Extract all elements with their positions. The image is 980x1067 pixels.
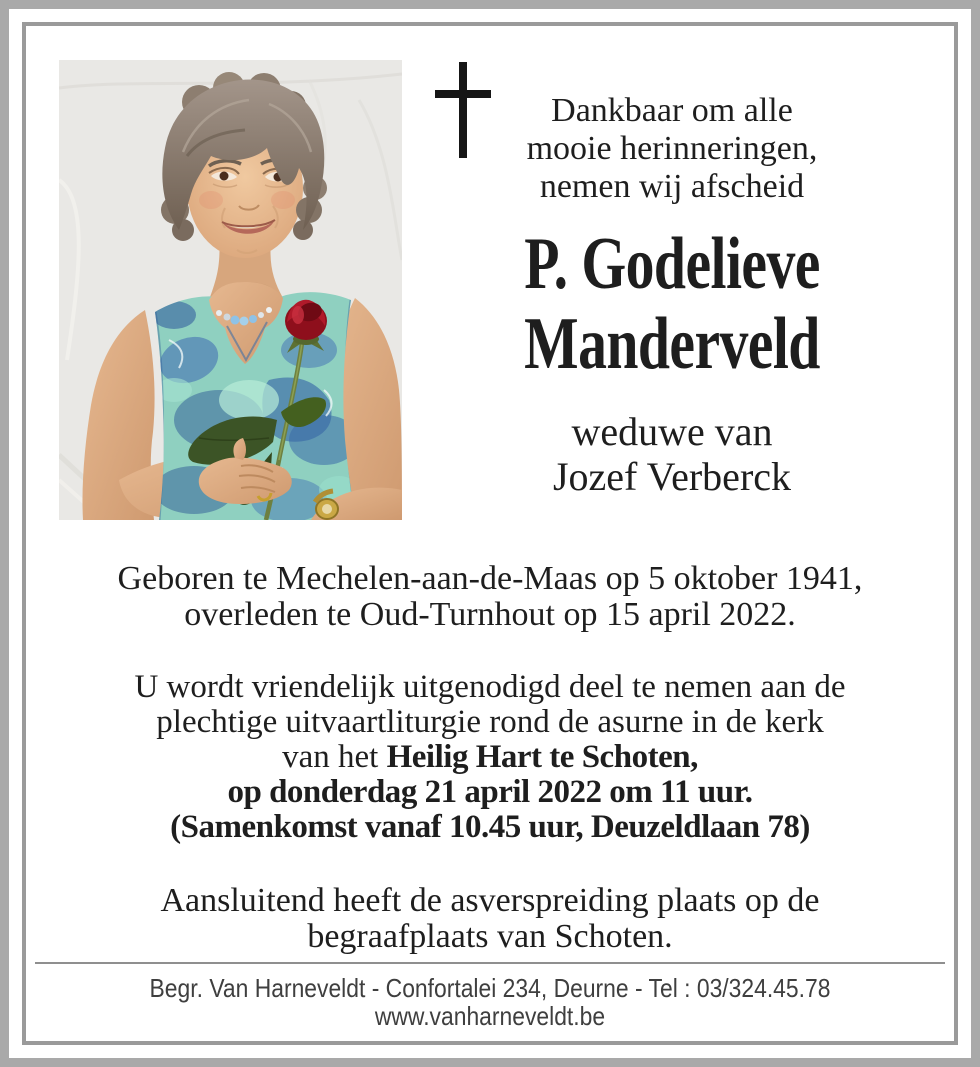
ceremony-date-line: op donderdag 21 april 2022 om 11 uur. (227, 774, 753, 810)
intro-line: nemen wij afscheid (539, 168, 805, 205)
spouse-name: Jozef Verberck (552, 454, 792, 499)
invitation-line: U wordt vriendelijk uitgenodigd deel te nemen aan de (134, 669, 846, 705)
birth-line: Geboren te Mechelen-aan-de-Maas op 5 oktober 1941, (117, 560, 863, 597)
relation-line: weduwe van (571, 409, 773, 454)
invitation-line: plechtige uitvaartliturgie rond de asurne in de kerk (156, 704, 824, 740)
church-name: Heilig Hart te Schoten, (386, 739, 698, 775)
inner-frame (22, 22, 958, 1045)
deceased-first-name: P. Godelieve (524, 223, 820, 305)
intro-text (392, 92, 952, 206)
portrait-photo-art (59, 60, 402, 520)
death-line: overleden te Oud-Turnhout op 15 april 2022. (184, 596, 796, 633)
invitation-text (26, 670, 954, 845)
footer-separator (35, 962, 945, 964)
funeral-home-website: www.vanharneveldt.be (374, 1001, 606, 1031)
closing-line: begraafplaats van Schoten. (307, 918, 673, 955)
funeral-home-contact: Begr. Van Harneveldt - Confortalei 234, Deurne - Tel : 03/324.45.78 (149, 973, 831, 1003)
relation-text (392, 409, 952, 499)
gathering-info-line: (Samenkomst vanaf 10.45 uur, Deuzeldlaan 78) (170, 809, 810, 845)
invitation-line (26, 740, 954, 775)
deceased-name (454, 224, 891, 384)
announcement-header (392, 26, 952, 546)
invitation-line-prefix: van het (282, 739, 387, 775)
closing-line: Aansluitend heeft de asverspreiding plaats op de (160, 882, 820, 919)
birth-death-text (26, 561, 954, 633)
portrait-photo (59, 60, 402, 520)
deceased-last-name: Manderveld (524, 303, 820, 385)
intro-line: mooie herinneringen, (526, 130, 818, 167)
funeral-home-footer (82, 974, 899, 1030)
intro-line: Dankbaar om alle (551, 92, 793, 129)
closing-text (26, 883, 954, 955)
wrist-watch (311, 488, 402, 520)
